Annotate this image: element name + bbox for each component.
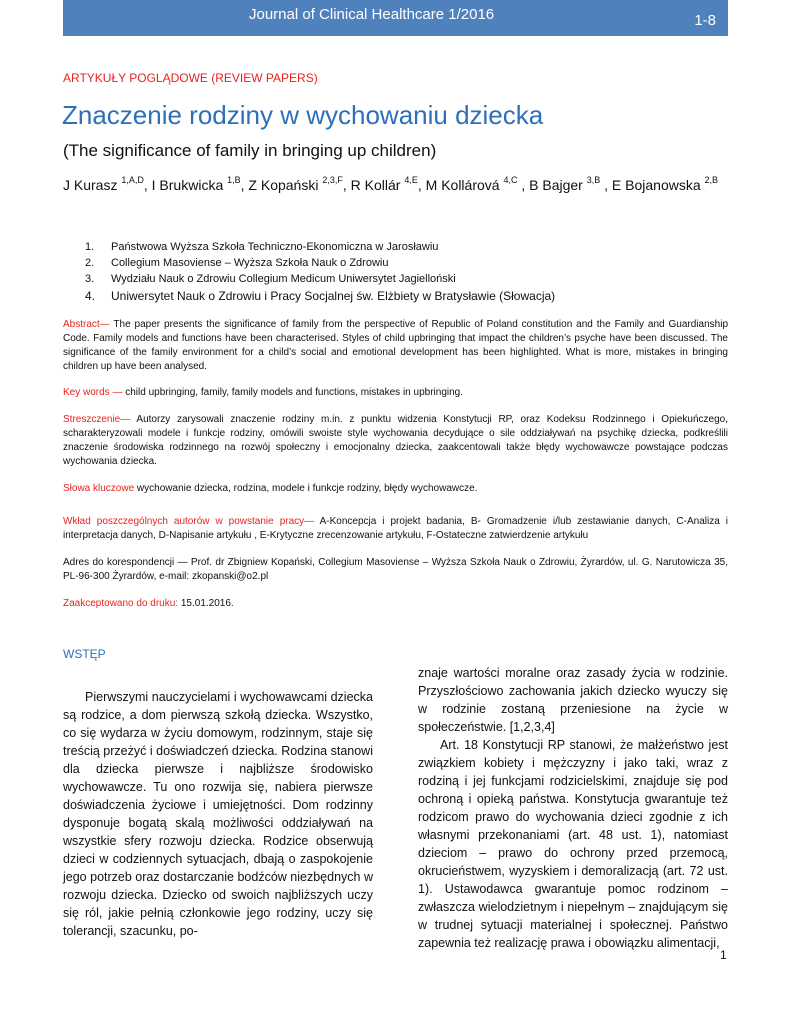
body-paragraph: znaje wartości moralne oraz zasady życia w rodzinie. Przyszłościowo zachowania jakich dziecko wyuczy się w rodzinie zostaną przeniesione na życie w społeczeństwie. [1,2,3,4] (418, 666, 728, 734)
page-range: 1-8 (694, 12, 716, 29)
author: E Bojanowska $^{2,B}$ (611, 175, 719, 193)
body-paragraph: Art. 18 Konstytucji RP stanowi, że małżeństwo jest związkiem kobiety i mężczyzny i jako taki, wraz z rodziną i jej funkcjami rodzicielskimi, znajduje się pod ochroną i opieką państwa. Konstytucja gwarantuje też rodzicom prawo do wychowania dzieci zgodnie z ich własnymi przekonaniami (art. 48 ust. 1), natomiast dzieciom – prawo do ochrony przed przemocą, okrucieństwem, wyzyskiem i demoralizacją (art. 72 ust. 1). Ustawodawca gwarantuje pomoc rodzinom – zwłaszcza wielodzietnym i niepełnym – znajdującym się w trudnej sytuacji materialnej i społecznej. Państwo zapewnia też realizację prawa i obowiązku alimentacji, (418, 738, 728, 950)
abstract: Abstract— The paper presents the significance of family from the perspective of Republic of Poland constitution and the Family and Guardianship Code. Family models and functions have been characterised. Styles of child upbringing that impact the children’s psyche have been discussed. The significance of the family environment for a child’s social and emotional development has been highlighted. What is more, mistakes in bringing children up have been analysed. (63, 319, 728, 372)
keywords: Key words — child upbringing, family, family models and functions, mistakes in upbringing. (63, 387, 464, 398)
slowa-kluczowe: Słowa kluczowe wychowanie dziecka, rodzina, modele i funkcje rodziny, błędy wychowawcze. (63, 483, 478, 494)
article-title: Znaczenie rodziny w wychowaniu dziecka (62, 100, 544, 130)
author: Z Kopański $^{2,3,F}$, (248, 175, 351, 193)
article-subtitle: (The significance of family in bringing up children) (63, 141, 437, 160)
affiliation: 1. Państwowa Wyższa Szkoła Techniczno-Ekonomiczna w Jarosławiu (85, 241, 439, 253)
affiliation: 3. Wydziału Nauk o Zdrowiu Collegium Medicum Uniwersytet Jagielloński (85, 273, 456, 285)
author-contributions: Wkład poszczególnych autorów w powstanie pracy— A-Koncepcja i projekt badania, B- Gromadzenie i/lub zestawianie danych, C-Analiza i interpretacja danych, D-Napisanie artykułu , E-Krytyczne zrecenzowanie artykułu, F-Ostateczne zatwierdzenie artykułu (63, 516, 728, 541)
page-number: 1 (720, 948, 727, 962)
streszczenie: Streszczenie— Autorzy zarysowali znaczenie rodziny m.in. z punktu widzenia Konstytucji RP, oraz Kodeksu Rodzinnego i Opiekuńczego, scharakteryzowali modele i funkcje rodziny, omówili swoiste style wychowania decydujące o sile oddziaływań na psychikę dziecka, podkreślili znaczenie środowiska rodzinnego na rozwój społeczny i emocjonalny dziecka, zaakcentowali także błędy wychowawcze powstające podczas wychowania dziecka. (63, 414, 728, 467)
accepted-date: Zaakceptowano do druku: 15.01.2016. (63, 598, 234, 609)
body-column-left (63, 688, 373, 940)
section-label: ARTYKUŁY POGLĄDOWE (REVIEW PAPERS) (63, 71, 318, 85)
author: J Kurasz $^{1,A,D}$, (63, 175, 152, 193)
author-list (63, 173, 728, 194)
journal-title: Journal of Clinical Healthcare 1/2016 (249, 6, 495, 23)
author: R Kollár $^{4,E}$, (350, 175, 426, 193)
intro-heading: WSTĘP (63, 647, 106, 661)
correspondence-address: Adres do korespondencji — Prof. dr Zbigniew Kopański, Collegium Masoviense – Wyższa Szkoła Nauk o Zdrowiu, Żyrardów, ul. G. Narutowicza 35, PL-96-300 Żyrardów, e-mail: zkopanski@o2.pl (63, 557, 728, 582)
author: M Kollárová $^{4,C}$ , (425, 175, 530, 193)
author: I Brukwicka $^{1,B}$, (151, 175, 249, 193)
body-paragraph: Pierwszymi nauczycielami i wychowawcami dziecka są rodzice, a dom pierwszą szkołą dziecka. Wszystko, co się wydarza w życiu domowym, rodzinnym, staje się treścią przeżyć i doświadczeń dziecka. Rodzina stanowi dla dziecka pierwsze i najbliższe środowisko wychowawcze. Tu ono rozwija się, nabiera pierwsze doświadczenia życiowe i umiejętności. Dom rodzinny dysponuje bogatą skalą możliwości oddziaływań na wszystkie sfery rozwoju dziecka. Rodzice obserwują dzieci w codziennych sytuacjach, dbają o zaspokojenie jego potrzeb oraz dostarczanie bodźców niezbędnych w rozwoju dziecka. Dziecko od swoich najbliższych uczy się ról, jakie pełnią członkowie jego rodziny, uczy się tolerancji, szacunku, po- (63, 690, 373, 938)
author: B Bajger $^{3,B}$ , (529, 175, 612, 193)
body-column-right (418, 664, 728, 952)
journal-header-bar (63, 0, 728, 36)
affiliation: 4. Uniwersytet Nauk o Zdrowiu i Pracy Socjalnej św. Elżbiety w Bratysławie (Słowacja) (85, 289, 556, 303)
affiliation: 2. Collegium Masoviense – Wyższa Szkoła Nauk o Zdrowiu (85, 257, 389, 269)
